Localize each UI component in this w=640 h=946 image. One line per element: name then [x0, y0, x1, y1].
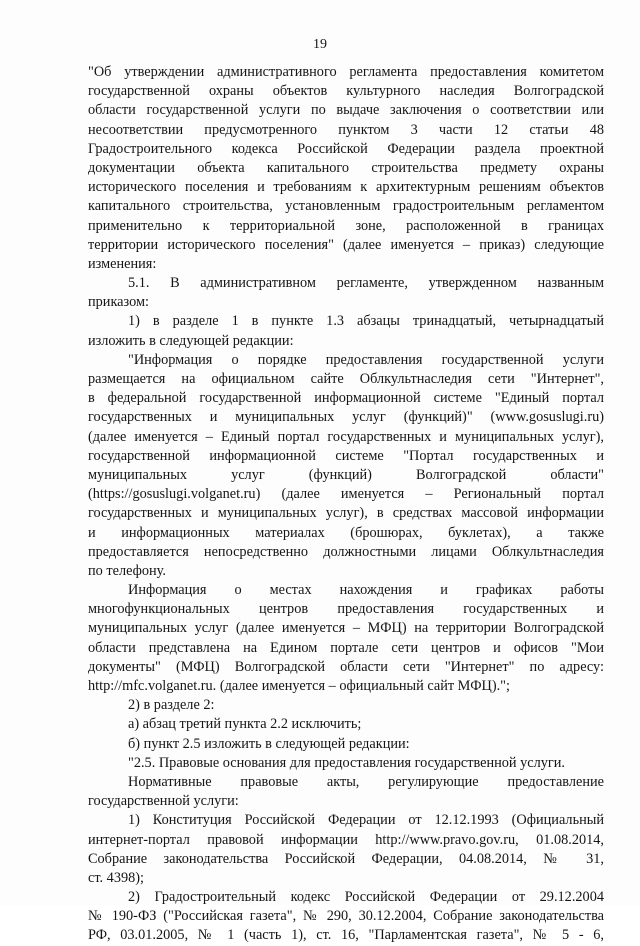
text-line: предоставляется непосредственно должностными лицами Облкультнаследия: [88, 543, 604, 560]
text-line: (далее именуется – Единый портал государственных и муниципальных услуг),: [88, 428, 604, 445]
text-line: размещается на официальном сайте Облкультнаследия сети "Интернет",: [88, 371, 604, 387]
text-line: 1) в разделе 1 в пункте 1.3 абзацы тринадцатый, четырнадцатый: [128, 313, 604, 330]
document-body: [88, 63, 604, 946]
text-line: "2.5. Правовые основания для предоставления государственной услуги.: [128, 754, 565, 771]
text-line: № 190-ФЗ ("Российская газета", № 290, 30.12.2004, Собрание законодательства: [88, 908, 604, 925]
text-line: применительно к территориальной зоне, расположенной в границах: [88, 217, 604, 234]
text-line: (https://gosuslugi.volganet.ru) (далее именуется – Региональный портал: [88, 486, 604, 503]
text-line: области государственной услуги по выдаче заключения о соответствии или: [88, 102, 604, 119]
text-line: документации объекта капитального строительства предмету охраны: [88, 159, 604, 176]
text-line: ст. 4398);: [88, 869, 144, 886]
text-line: а) абзац третий пункта 2.2 исключить;: [128, 716, 362, 733]
text-line: Нормативные правовые акты, регулирующие предоставление: [128, 773, 604, 790]
text-line: 2) в разделе 2:: [128, 697, 215, 714]
text-line: Информация о местах нахождения и графиках работы: [128, 582, 604, 599]
text-line: государственных и муниципальных услуг (функций)" (www.gosuslugi.ru): [88, 409, 604, 426]
text-line: 1) Конституция Российской Федерации от 12.12.1993 (Официальный: [128, 812, 604, 829]
text-line: государственной охраны объектов культурного наследия Волгоградской: [88, 83, 604, 100]
text-line: б) пункт 2.5 изложить в следующей редакции:: [128, 735, 410, 752]
page-number: 19: [313, 37, 327, 52]
text-line: "Информация о порядке предоставления государственной услуги: [128, 351, 604, 368]
text-line: 5.1. В административном регламенте, утвержденном названным: [128, 275, 604, 292]
text-line: "Об утверждении административного регламента предоставления комитетом: [88, 64, 604, 80]
text-line: несоответствии предусмотренного пунктом 3 части 12 статьи 48: [88, 121, 604, 138]
text-line: приказом:: [88, 294, 149, 311]
text-line: капитального строительства, установленным градостроительным регламентом: [88, 198, 604, 215]
text-line: http://mfc.volganet.ru. (далее именуется – официальный сайт МФЦ).";: [88, 678, 510, 694]
text-line: в федеральной государственной информационной системе "Единый портал: [88, 390, 604, 407]
text-line: изменения:: [88, 255, 157, 272]
text-line: Собрание законодательства Российской Федерации, 04.08.2014, № 31,: [88, 850, 604, 867]
text-line: территории исторического поселения" (далее именуется – приказ) следующие: [88, 236, 604, 253]
text-line: 2) Градостроительный кодекс Российской Федерации от 29.12.2004: [128, 889, 604, 906]
text-line: и информационных материалах (брошюрах, буклетах), а также: [88, 524, 604, 541]
text-line: муниципальных услуг (далее именуется – МФЦ) на территории Волгоградской: [88, 620, 604, 637]
text-line: исторического поселения и требованиям к архитектурным решениям объектов: [88, 179, 604, 196]
text-line: многофункциональных центров предоставления государственных и: [88, 601, 604, 618]
text-line: государственной услуги:: [88, 793, 239, 810]
text-line: муниципальных услуг (функций) Волгоградской области": [88, 466, 604, 483]
text-line: изложить в следующей редакции:: [88, 332, 294, 349]
text-line: по телефону.: [88, 562, 166, 579]
text-line: интернет-портал правовой информации http://www.pravo.gov.ru, 01.08.2014,: [88, 831, 604, 848]
text-line: документы" (МФЦ) Волгоградской области сети "Интернет" по адресу:: [88, 658, 604, 675]
text-line: государственной информационной системе "Портал государственных и: [88, 447, 604, 464]
text-line: государственных и муниципальных услуг), в средствах массовой информации: [88, 505, 604, 522]
text-line: Градостроительного кодекса Российской Федерации раздела проектной: [88, 140, 604, 157]
text-line: области представлена на Едином портале сети центров и офисов "Мои: [88, 639, 604, 656]
text-line: РФ, 03.01.2005, № 1 (часть 1), ст. 16, "Парламентская газета", № 5 - 6,: [88, 927, 604, 944]
